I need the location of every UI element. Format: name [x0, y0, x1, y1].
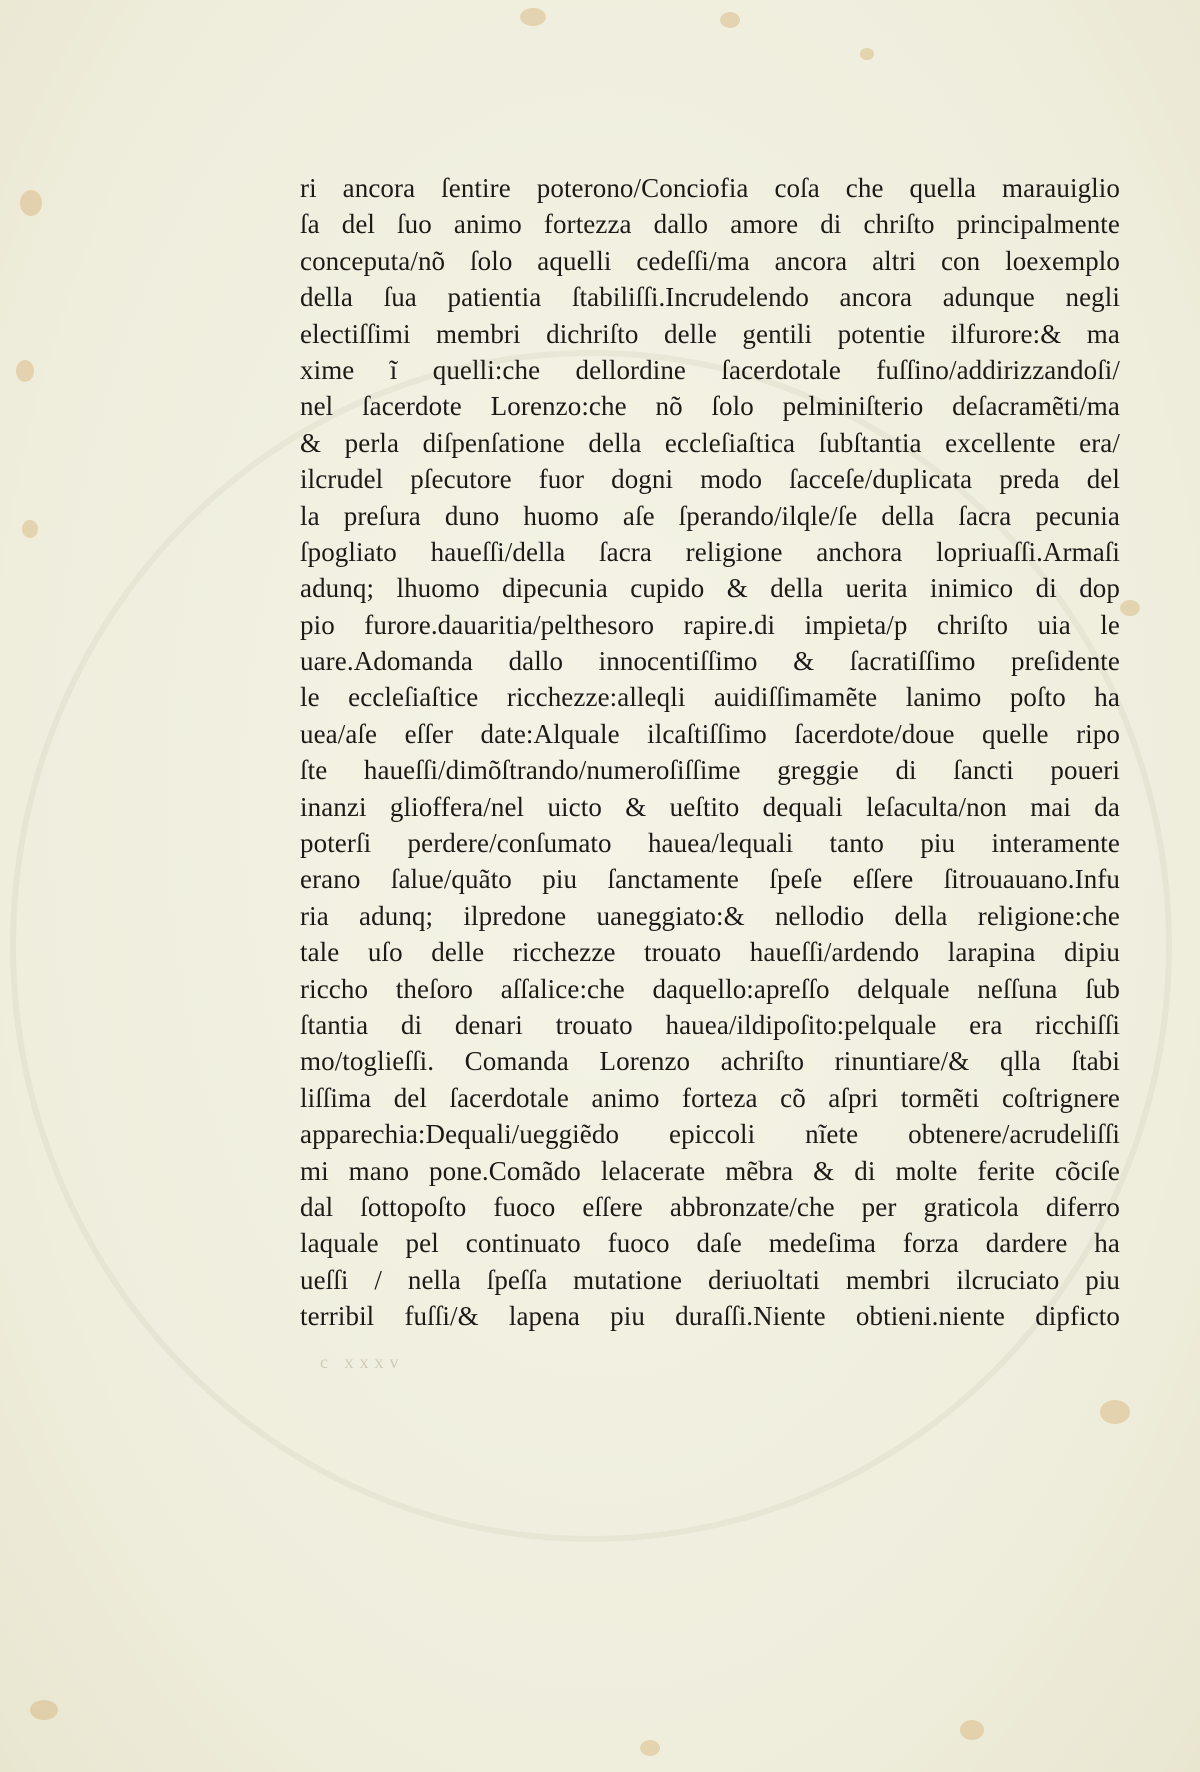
- text-line: erano ſalue/quãto piu ſanctamente ſpeſe eſſere ſitrouauano.Infu: [300, 864, 1120, 895]
- text-line: dal ſottopoſto fuoco eſſere abbronzate/che per graticola diferro: [300, 1191, 1120, 1222]
- foxing-stain: [1120, 600, 1140, 616]
- text-line: liſſima del ſacerdotale animo forteza cõ aſpri tormẽti coſtrignere: [300, 1082, 1120, 1113]
- text-line: terribil fuſſi/& lapena piu duraſſi.Niente obtieni.niente dipficto: [300, 1301, 1120, 1332]
- foxing-stain: [20, 190, 42, 216]
- text-line: & perla diſpenſatione della eccleſiaſtica ſubſtantia excellente era/: [300, 427, 1120, 458]
- text-line: inanzi glioffera/nel uicto & ueſtito dequali leſaculta/non mai da: [300, 791, 1120, 822]
- text-line: laquale pel continuato fuoco daſe medeſima forza dardere ha: [300, 1228, 1120, 1259]
- foxing-stain: [640, 1740, 660, 1756]
- text-line: ueſſi / nella ſpeſſa mutatione deriuoltati membri ilcruciato piu: [300, 1264, 1120, 1295]
- text-line: ſa del ſuo animo fortezza dallo amore di chriſto principalmente: [300, 209, 1120, 240]
- text-line: ſtantia di denari trouato hauea/ildipoſito:pelquale era ricchiſſi: [300, 1009, 1120, 1040]
- text-line: mi mano pone.Comãdo lelacerate mẽbra & di molte ferite cõciſe: [300, 1155, 1120, 1186]
- text-line: electiſſimi membri dichriſto delle gentili potentie ilfurore:& ma: [300, 318, 1120, 349]
- text-line: conceputa/nõ ſolo aquelli cedeſſi/ma ancora altri con loexemplo: [300, 245, 1120, 276]
- foxing-stain: [30, 1700, 58, 1720]
- foxing-stain: [720, 12, 740, 28]
- text-line: ilcrudel pſecutore fuor dogni modo ſacceſe/duplicata preda del: [300, 464, 1120, 495]
- text-line: ria adunq; ilpredone uaneggiato:& nellodio della religione:che: [300, 900, 1120, 931]
- text-line: mo/toglieſſi. Comanda Lorenzo achriſto rinuntiare/& qlla ſtabi: [300, 1046, 1120, 1077]
- text-line: riccho theſoro aſſalice:che daquello:apreſſo delquale neſſuna ſub: [300, 973, 1120, 1004]
- text-line: la preſura duno huomo aſe ſperando/ilqle/ſe della ſacra pecunia: [300, 500, 1120, 531]
- text-line: ri ancora ſentire poterono/Conciofia coſa che quella marauiglio: [300, 173, 1120, 203]
- foxing-stain: [1100, 1400, 1130, 1424]
- text-line: uea/aſe eſſer date:Alquale ilcaſtiſſimo ſacerdote/doue quelle ripo: [300, 718, 1120, 749]
- text-line: adunq; lhuomo dipecunia cupido & della uerita inimico di dop: [300, 573, 1120, 604]
- foxing-stain: [860, 48, 874, 60]
- text-line: uare.Adomanda dallo innocentiſſimo & ſacratiſſimo preſidente: [300, 646, 1120, 677]
- text-line: poterſi perdere/conſumato hauea/lequali tanto piu interamente: [300, 828, 1120, 859]
- show-through-folio-mark: c xxxv: [320, 1352, 405, 1372]
- foxing-stain: [16, 360, 34, 382]
- text-line: le eccleſiaſtice ricchezze:alleqli auidiſſimamẽte lanimo poſto ha: [300, 682, 1120, 713]
- text-line: ſte haueſſi/dimõſtrando/numeroſiſſime greggie di ſancti poueri: [300, 755, 1120, 786]
- foxing-stain: [22, 520, 38, 538]
- text-line: ſpogliato haueſſi/della ſacra religione anchora lopriuaſſi.Armaſi: [300, 536, 1120, 567]
- text-line: nel ſacerdote Lorenzo:che nõ ſolo pelminiſterio deſacramẽti/ma: [300, 391, 1120, 422]
- body-text: [300, 170, 1120, 1335]
- foxing-stain: [960, 1720, 984, 1740]
- text-line: pio furore.dauaritia/pelthesoro rapire.di impieta/p chriſto uia le: [300, 609, 1120, 640]
- text-line: tale uſo delle ricchezze trouato haueſſi/ardendo larapina dipiu: [300, 937, 1120, 968]
- foxing-stain: [520, 8, 546, 26]
- text-line: apparechia:Dequali/ueggiẽdo epiccoli nĩete obtenere/acrudeliſſi: [300, 1119, 1120, 1150]
- text-line: della ſua patientia ſtabiliſſi.Incrudelendo ancora adunque negli: [300, 282, 1120, 313]
- text-line: xime ĩ quelli:che dellordine ſacerdotale fuſſino/addirizzandoſi/: [300, 354, 1120, 385]
